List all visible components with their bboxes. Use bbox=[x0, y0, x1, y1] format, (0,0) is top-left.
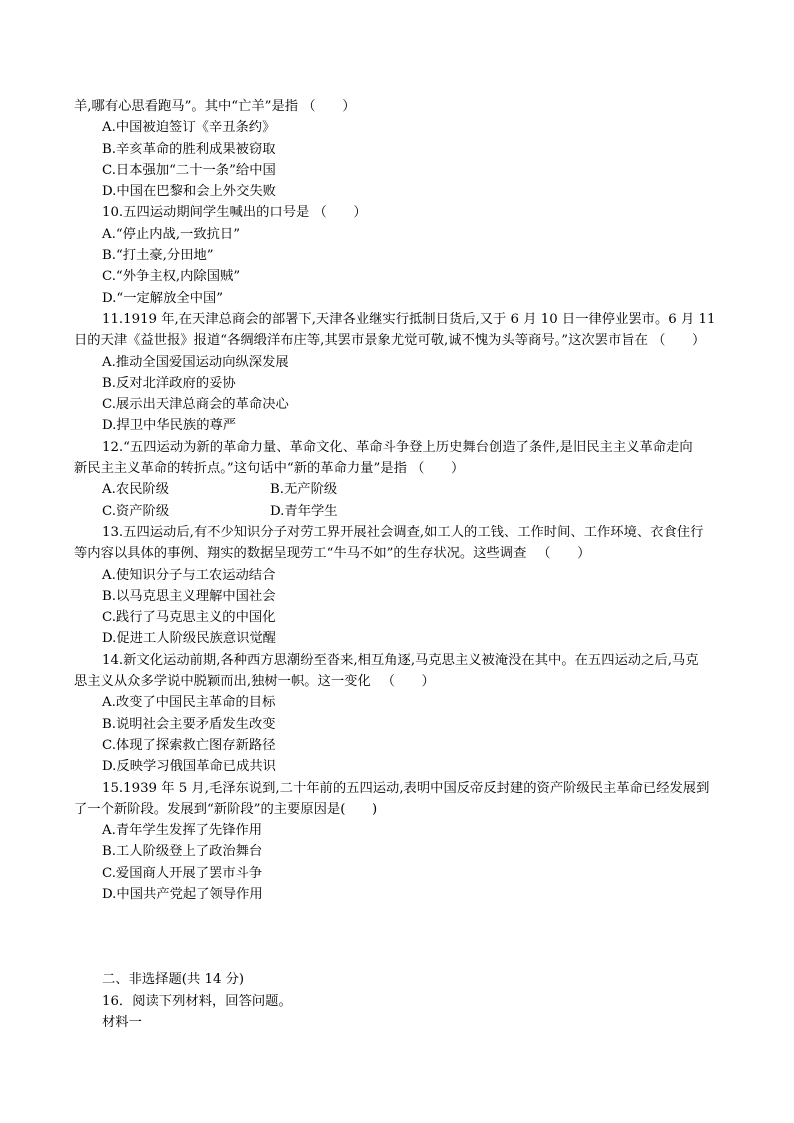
q13-option-c: C.践行了马克思主义的中国化 bbox=[102, 610, 276, 626]
q14-stem-line1: 14.新文化运动前期,各种西方思潮纷至沓来,相互角逐,马克思主义被淹没在其中。在五四运动之后,马克 bbox=[102, 652, 699, 668]
q11-stem-line2: 日的天津《益世报》报道“各绸缎洋布庄等,其罢市景象尤觉可敬,诚不愧为头等商号。”这次罢市旨在 （ ） bbox=[74, 333, 706, 349]
q14-option-b: B.说明社会主要矛盾发生改变 bbox=[102, 716, 276, 732]
q12-option-a: A.农民阶级 bbox=[102, 482, 170, 498]
q11-stem-line1: 11.1919 年,在天津总商会的部署下,天津各业继实行抵制日货后,又于 6 月 10 日一律停业罢市。6 月 11 bbox=[102, 311, 716, 327]
q11-option-d: D.捍卫中华民族的尊严 bbox=[102, 418, 237, 434]
q14-stem-line2: 思主义从众多学说中脱颖而出,独树一帜。这一变化 （ ） bbox=[74, 674, 435, 690]
q14-option-d: D.反映学习俄国革命已成共识 bbox=[102, 759, 276, 775]
q9-option-b: B.辛亥革命的胜利成果被窃取 bbox=[102, 141, 276, 157]
q12-stem-line1: 12.“五四运动为新的革命力量、革命文化、革命斗争登上历史舞台创造了条件,是旧民主主义革命走向 bbox=[102, 439, 693, 455]
q14-option-a: A.改变了中国民主革命的目标 bbox=[102, 695, 276, 711]
q10-option-b: B.“打土豪,分田地” bbox=[102, 248, 214, 264]
q12-option-b: B.无产阶级 bbox=[270, 482, 338, 498]
q13-stem-line2: 等内容以具体的事例、翔实的数据呈现劳工“牛马不如”的生存状况。这些调查 （ ） bbox=[74, 546, 591, 562]
q14-option-c: C.体现了探索救亡图存新路径 bbox=[102, 737, 276, 753]
question-content bbox=[74, 96, 724, 1033]
section2-heading: 二、非选择题(共 14 分) bbox=[102, 972, 245, 988]
q15-stem-line2: 了一个新阶段。发展到“新阶段”的主要原因是( ) bbox=[74, 801, 378, 817]
section-spacer bbox=[74, 905, 724, 969]
q16-material1-label: 材料一 bbox=[102, 1014, 142, 1030]
q10-option-d: D.“一定解放全中国” bbox=[102, 290, 224, 306]
q13-option-d: D.促进工人阶级民族意识觉醒 bbox=[102, 631, 276, 647]
q12-stem-line2: 新民主主义革命的转折点。”这句话中“新的革命力量”是指 （ ） bbox=[74, 461, 465, 477]
q11-option-c: C.展示出天津总商会的革命决心 bbox=[102, 397, 289, 413]
q10-option-a: A.“停止内战,一致抗日” bbox=[102, 226, 241, 242]
q13-option-a: A.使知识分子与工农运动结合 bbox=[102, 567, 276, 583]
q12-options-row2 bbox=[74, 501, 724, 522]
q11-option-a: A.推动全国爱国运动向纵深发展 bbox=[102, 354, 289, 370]
q12-option-c: C.资产阶级 bbox=[102, 503, 170, 519]
q12-option-d: D.青年学生 bbox=[270, 503, 338, 519]
q15-option-d: D.中国共产党起了领导作用 bbox=[102, 886, 263, 902]
q10-option-c: C.“外争主权,内除国贼” bbox=[102, 269, 241, 285]
q13-option-b: B.以马克思主义理解中国社会 bbox=[102, 588, 276, 604]
q15-stem-line1: 15.1939 年 5 月,毛泽东说到,二十年前的五四运动,表明中国反帝反封建的资产阶级民主革命已经发展到 bbox=[102, 780, 710, 796]
q9-option-a: A.中国被迫签订《辛丑条约》 bbox=[102, 120, 276, 136]
q15-option-a: A.青年学生发挥了先锋作用 bbox=[102, 823, 263, 839]
q13-stem-line1: 13.五四运动后,有不少知识分子对劳工界开展社会调查,如工人的工钱、工作时间、工作环境、衣食住行 bbox=[102, 524, 704, 540]
q15-option-b: B.工人阶级登上了政治舞台 bbox=[102, 844, 263, 860]
q10-stem: 10.五四运动期间学生喊出的口号是 （ ） bbox=[102, 205, 367, 221]
q9-option-d: D.中国在巴黎和会上外交失败 bbox=[102, 184, 276, 200]
q12-options-row1 bbox=[74, 479, 724, 500]
q16-stem: 16．阅读下列材料，回答问题。 bbox=[102, 993, 292, 1009]
q11-option-b: B.反对北洋政府的妥协 bbox=[102, 375, 236, 391]
q9-option-c: C.日本强加“二十一条”给中国 bbox=[102, 162, 276, 178]
q15-option-c: C.爱国商人开展了罢市斗争 bbox=[102, 865, 263, 881]
q9-stem-tail: 羊,哪有心思看跑马”。其中“亡羊”是指 （ ） bbox=[74, 99, 356, 114]
